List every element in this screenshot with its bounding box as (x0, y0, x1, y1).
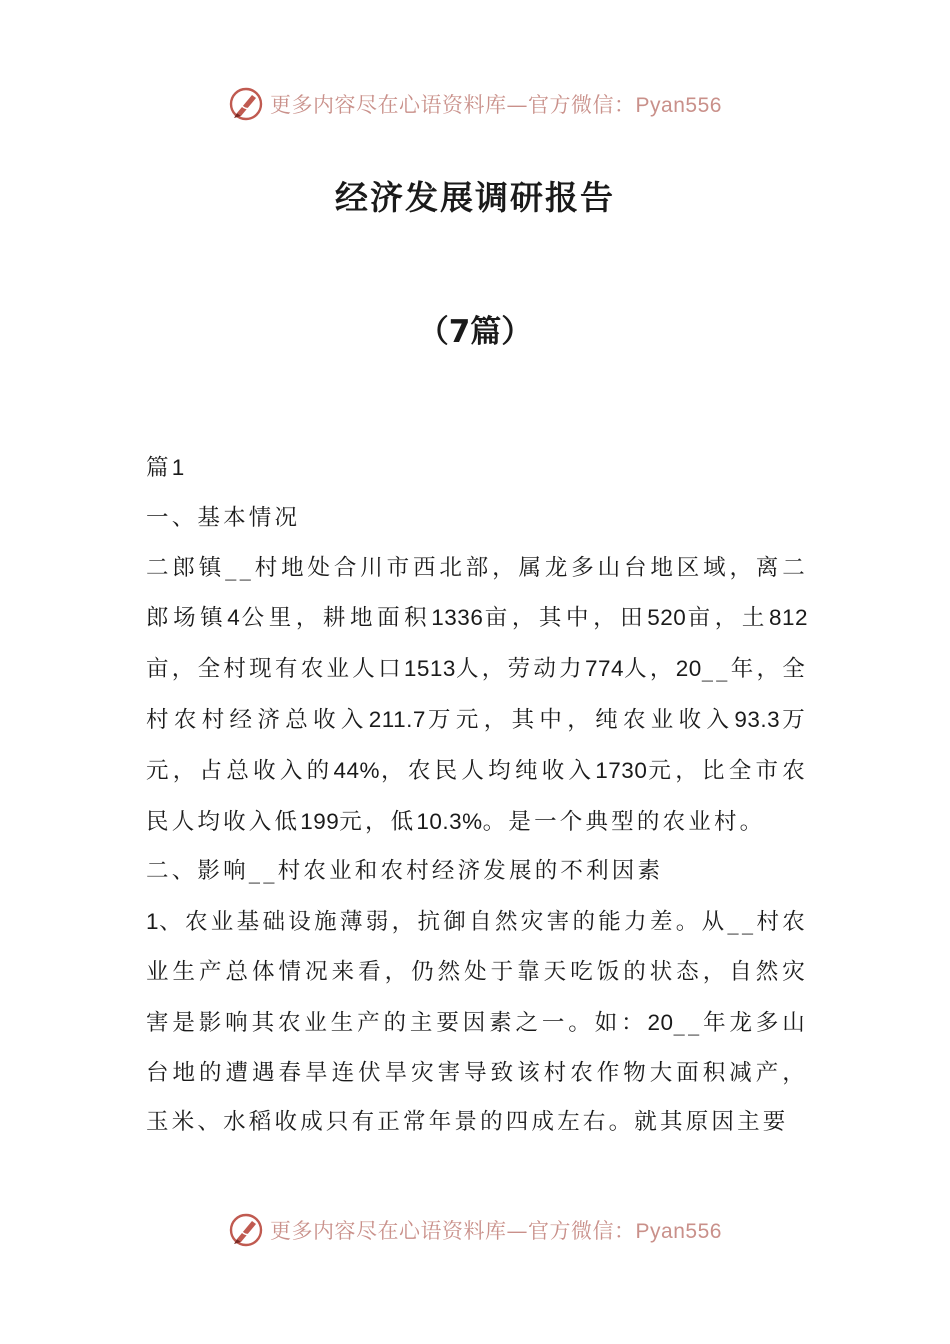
watermark-text: 更多内容尽在心语资料库—官方微信：Pyan556 (270, 93, 722, 117)
section-heading: 一、基本情况 (146, 504, 301, 531)
document-title: 经济发展调研报告 (335, 178, 615, 217)
document-subtitle: （7篇） (417, 314, 533, 350)
chapter-label: 篇1 (146, 455, 185, 481)
pen-logo-icon (228, 86, 264, 122)
body-paragraph: 二郎镇__村地处合川市西北部，属龙多山台地区域，离二郎场镇4公里，耕地面积1336亩，其中，田520亩，土812亩，全村现有农业人口1513人，劳动力774人，20__年，全村农村经济总收入211.7万元，其中，纯农业收入93.3万元，占总收入的44%，农民人均纯收入1730元，比全市农民人均收入低199元，低10.3%。是一个典型的农业村。 (146, 554, 809, 835)
watermark-text: 更多内容尽在心语资料库—官方微信：Pyan556 (270, 1219, 722, 1243)
document-body (146, 443, 808, 1148)
section-heading: 二、影响__村农业和农村经济发展的不利因素 (146, 858, 664, 885)
pen-logo-icon (228, 1212, 264, 1248)
watermark-header (0, 84, 950, 124)
body-paragraph: 1、农业基础设施薄弱，抗御自然灾害的能力差。从__村农业生产总体情况来看，仍然处于靠天吃饭的状态，自然灾害是影响其农业生产的主要因素之一。如：20__年龙多山台地的遭遇春旱连伏旱灾害导致该村农作物大面积减产，玉米、水稻收成只有正常年景的四成左右。就其原因主要 (146, 909, 808, 1136)
watermark-footer (0, 1210, 950, 1250)
